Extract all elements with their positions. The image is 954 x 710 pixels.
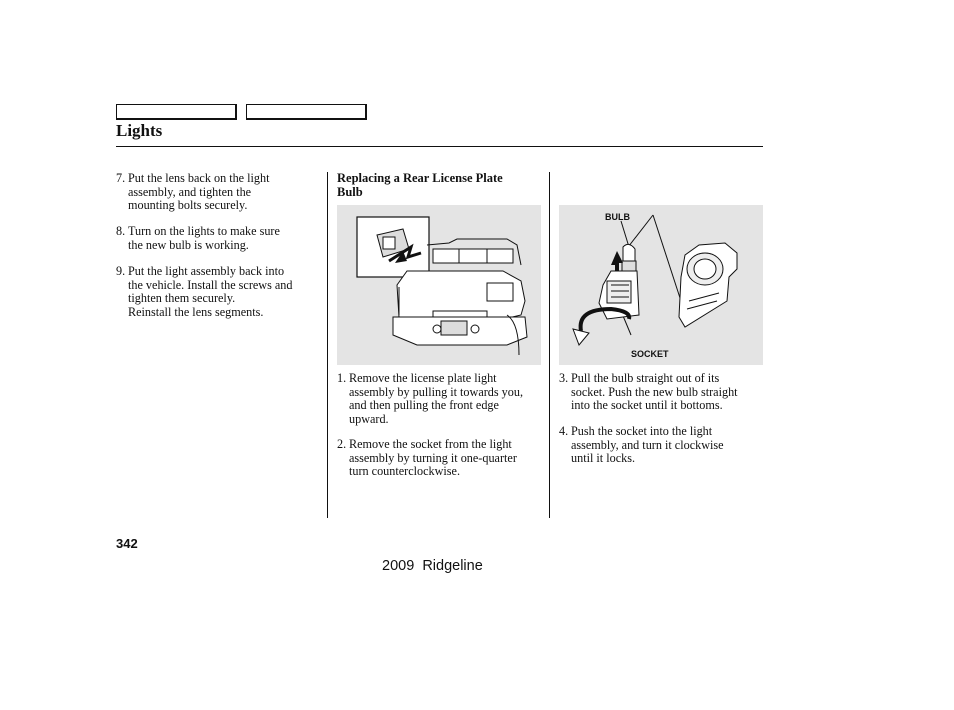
step-number: 2. — [337, 437, 347, 451]
footer-model: 2009 Ridgeline — [382, 558, 483, 574]
step-line: assembly by pulling it towards you, — [349, 384, 523, 399]
step-line: into the socket until it bottoms. — [571, 398, 723, 412]
step-9 — [116, 265, 321, 321]
step-line: socket. Push the new bulb straight — [571, 384, 738, 399]
step-3 — [559, 372, 769, 414]
step-line: assembly by turning it one-quarter — [349, 450, 517, 465]
step-line: Remove the socket from the light — [349, 437, 512, 451]
step-line: Put the lens back on the light — [128, 171, 270, 185]
page-title: Lights — [116, 121, 163, 140]
column-divider-2 — [549, 172, 550, 518]
step-line: Put the light assembly back into — [128, 264, 285, 278]
section-heading-line: Replacing a Rear License Plate — [337, 171, 503, 185]
step-number: 8. — [116, 224, 126, 238]
step-line: assembly, and turn it clockwise — [571, 437, 724, 452]
step-number: 1. — [337, 371, 347, 385]
bulb-socket-illustration — [559, 205, 763, 365]
socket-label: SOCKET — [631, 349, 669, 359]
section-heading — [337, 172, 537, 199]
truck-rear-drawing — [337, 205, 541, 365]
step-line: Turn on the lights to make sure — [128, 224, 280, 238]
nav-tab-1[interactable] — [116, 104, 237, 120]
step-line: and then pulling the front edge — [349, 398, 499, 412]
step-line: mounting bolts securely. — [128, 198, 248, 212]
page-number: 342 — [116, 536, 138, 551]
step-line: Reinstall the lens segments. — [128, 304, 264, 319]
step-1 — [337, 372, 547, 428]
step-line: turn counterclockwise. — [349, 464, 461, 478]
step-line: the vehicle. Install the screws and — [128, 277, 293, 292]
step-line: Remove the license plate light — [349, 371, 497, 385]
step-line: tighten them securely. — [128, 291, 236, 305]
bulb-socket-drawing — [559, 205, 763, 365]
step-line: assembly, and tighten the — [128, 184, 252, 199]
step-8 — [116, 225, 321, 253]
step-4 — [559, 425, 769, 467]
step-line: until it locks. — [571, 451, 635, 465]
step-line: Push the socket into the light — [571, 424, 713, 438]
step-2 — [337, 438, 547, 480]
step-line: the new bulb is working. — [128, 237, 249, 252]
column-divider-1 — [327, 172, 328, 518]
header-rule — [116, 146, 763, 147]
step-7 — [116, 172, 321, 214]
section-heading-line: Bulb — [337, 184, 363, 199]
bulb-label: BULB — [605, 212, 630, 222]
step-number: 7. — [116, 171, 126, 185]
step-number: 4. — [559, 424, 569, 438]
truck-rear-illustration — [337, 205, 541, 365]
nav-tab-2[interactable] — [246, 104, 367, 120]
step-number: 3. — [559, 371, 569, 385]
step-number: 9. — [116, 264, 126, 278]
step-line: Pull the bulb straight out of its — [571, 371, 720, 385]
step-line: upward. — [349, 411, 389, 426]
